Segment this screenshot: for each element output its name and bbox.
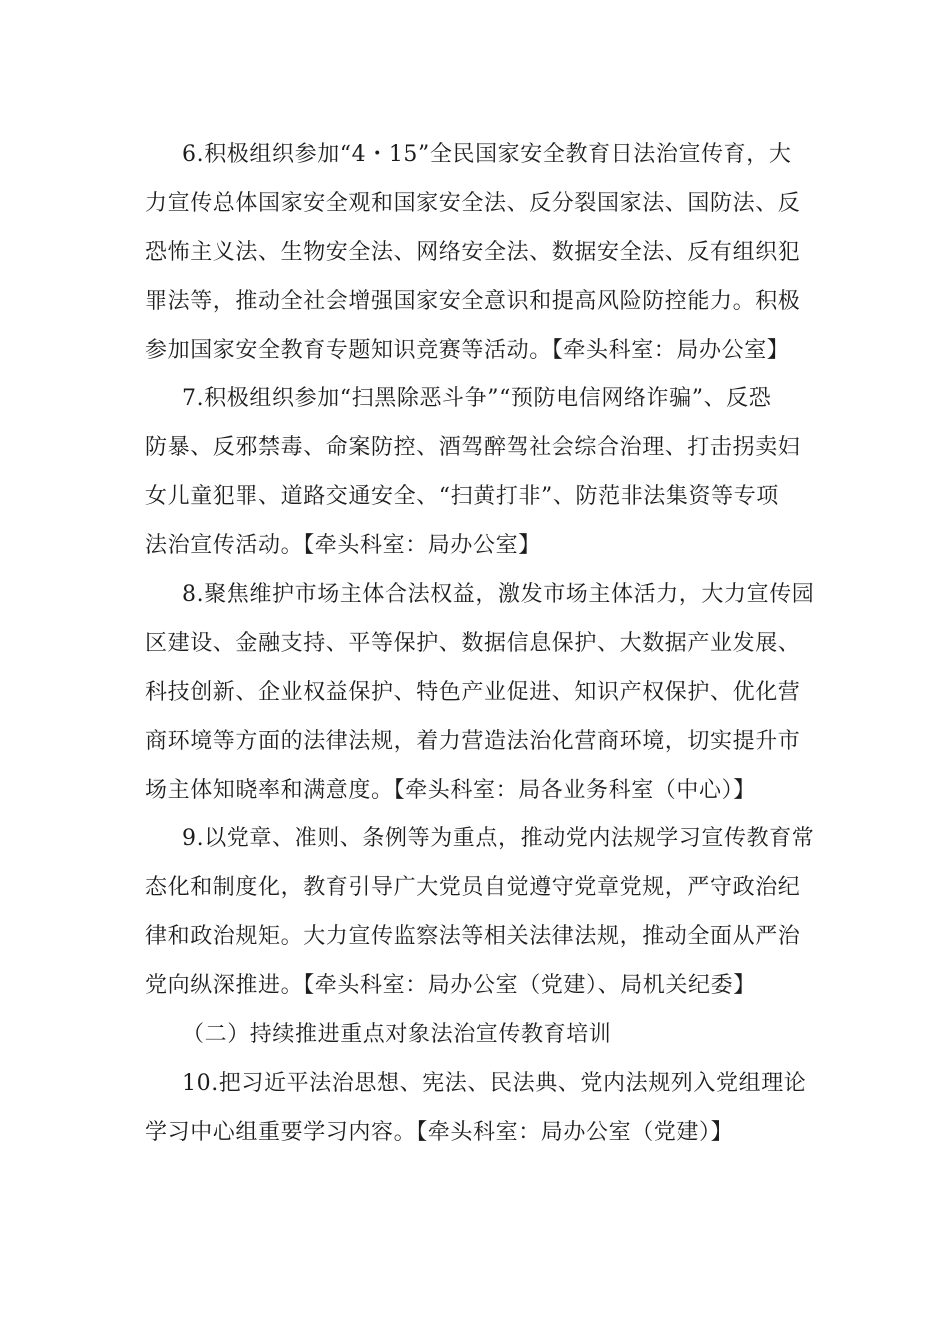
document-body xyxy=(145,131,815,1158)
section-heading xyxy=(145,1011,810,1060)
section-heading-text: （二）持续推进重点对象法治宣传教育培训 xyxy=(182,1022,612,1048)
paragraph-item-10 xyxy=(145,1060,810,1158)
paragraph-item-6 xyxy=(145,131,810,375)
text-line: 法治宣传活动。【牵头科室：局办公室】 xyxy=(145,533,541,559)
text-line: 科技创新、企业权益保护、特色产业促进、知识产权保护、优化营 xyxy=(145,679,801,705)
text-line: 参加国家安全教育专题知识竞赛等活动。【牵头科室：局办公室】 xyxy=(145,337,790,363)
paragraph-item-8 xyxy=(145,571,815,815)
paragraph-item-7 xyxy=(145,375,810,571)
text-line: 6.积极组织参加“4・15”全民国家安全教育日法治宣传育，大 xyxy=(182,142,792,167)
text-line: 女儿童犯罪、道路交通安全、“扫黄打非”、防范非法集资等专项 xyxy=(145,484,779,510)
text-line: 党向纵深推进。【牵头科室：局办公室（党建）、局机关纪委】 xyxy=(145,973,756,999)
text-line: 商环境等方面的法律法规，着力营造法治化营商环境，切实提升市 xyxy=(145,728,801,754)
text-line: 8.聚焦维护市场主体合法权益，激发市场主体活力，大力宣传园 xyxy=(182,582,815,608)
text-line: 力宣传总体国家安全观和国家安全法、反分裂国家法、国防法、反 xyxy=(145,190,801,216)
text-line: 7.积极组织参加“扫黑除恶斗争”“预防电信网络诈骗”、反恐 xyxy=(182,386,772,412)
text-line: 学习中心组重要学习内容。【牵头科室：局办公室（党建）】 xyxy=(145,1119,734,1145)
text-line: 9.以党章、准则、条例等为重点，推动党内法规学习宣传教育常 xyxy=(182,826,815,852)
text-line: 罪法等，推动全社会增强国家安全意识和提高风险防控能力。积极 xyxy=(145,288,801,314)
text-line: 态化和制度化，教育引导广大党员自觉遵守党章党规，严守政治纪 xyxy=(145,875,801,901)
text-line: 防暴、反邪禁毒、命案防控、酒驾醉驾社会综合治理、打击拐卖妇 xyxy=(145,435,801,461)
text-line: 场主体知晓率和满意度。【牵头科室：局各业务科室（中心）】 xyxy=(145,777,756,803)
text-line: 律和政治规矩。大力宣传监察法等相关法律法规，推动全面从严治 xyxy=(145,924,801,950)
text-line: 恐怖主义法、生物安全法、网络安全法、数据安全法、反有组织犯 xyxy=(145,239,801,265)
paragraph-item-9 xyxy=(145,815,815,1011)
text-line: 区建设、金融支持、平等保护、数据信息保护、大数据产业发展、 xyxy=(145,630,801,656)
text-line: 10.把习近平法治思想、宪法、民法典、党内法规列入党组理论 xyxy=(182,1070,807,1096)
